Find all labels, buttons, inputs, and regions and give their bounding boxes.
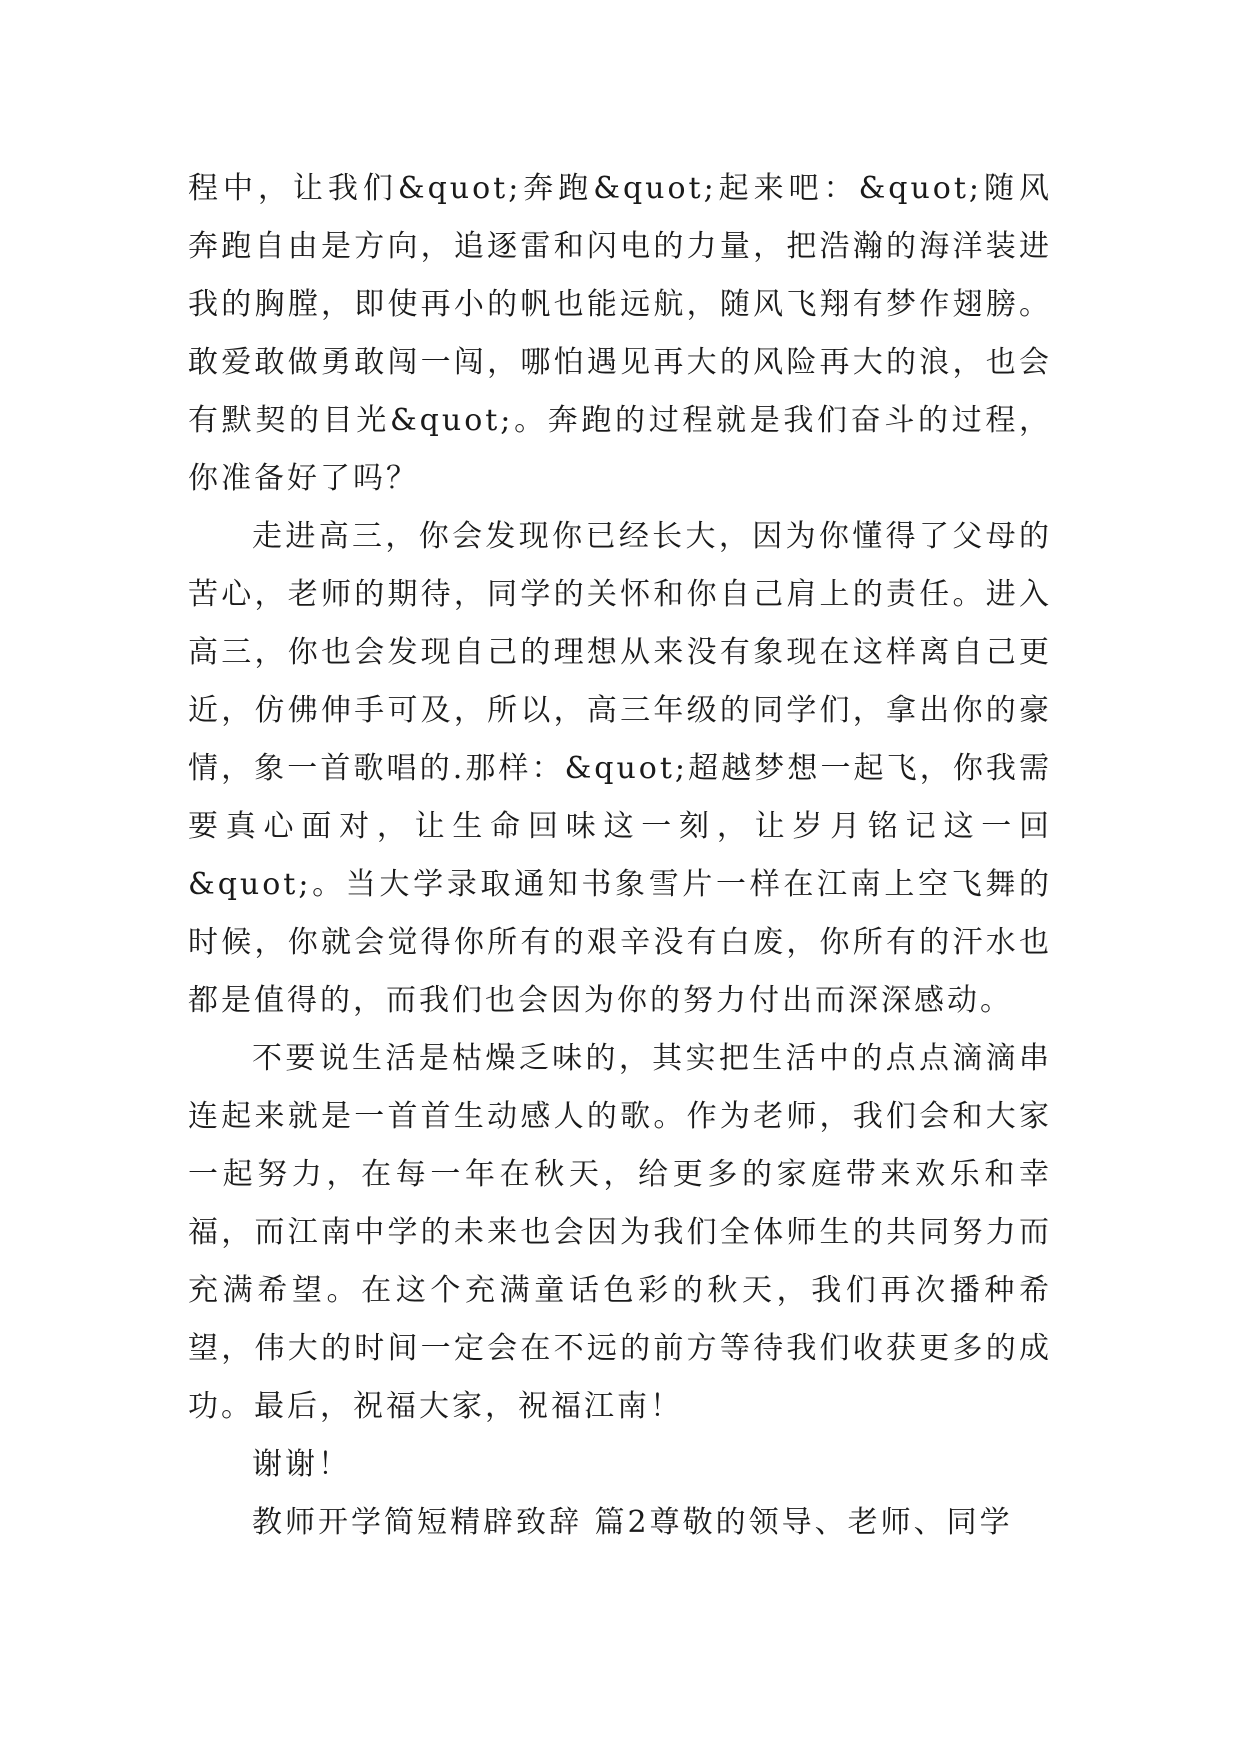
paragraph-continued: 程中，让我们&quot;奔跑&quot;起来吧：&quot;随风奔跑自由是方向，追逐雷和闪电的力量，把浩瀚的海洋装进我的胸膛，即使再小的帆也能远航，随风飞翔有梦作翅膀。敢爱敢做勇敢闯一闯，哪怕遇见再大的风险再大的浪，也会有默契的目光&quot;。奔跑的过程就是我们奋斗的过程，你准备好了吗？ [188, 171, 1052, 496]
paragraph-thanks: 谢谢！ [252, 1447, 351, 1482]
document-body [188, 160, 1052, 1552]
paragraph: 走进高三，你会发现你已经长大，因为你懂得了父母的苦心，老师的期待，同学的关怀和你自己肩上的责任。进入高三，你也会发现自己的理想从来没有象现在这样离自己更近，仿佛伸手可及，所以，高三年级的同学们，拿出你的豪情，象一首歌唱的.那样：&quot;超越梦想一起飞，你我需要真心面对，让生命回味这一刻，让岁月铭记这一回&quot;。当大学录取通知书象雪片一样在江南上空飞舞的时候，你就会觉得你所有的艰辛没有白废，你所有的汗水也都是值得的，而我们也会因为你的努力付出而深深感动。 [188, 519, 1052, 1018]
paragraph-heading: 教师开学简短精辟致辞 篇2尊敬的领导、老师、同学 [252, 1505, 1013, 1540]
paragraph: 不要说生活是枯燥乏味的，其实把生活中的点点滴滴串连起来就是一首首生动感人的歌。作为老师，我们会和大家一起努力，在每一年在秋天，给更多的家庭带来欢乐和幸福，而江南中学的未来也会因为我们全体师生的共同努力而充满希望。在这个充满童话色彩的秋天，我们再次播种希望，伟大的时间一定会在不远的前方等待我们收获更多的成功。最后，祝福大家，祝福江南！ [188, 1041, 1052, 1424]
